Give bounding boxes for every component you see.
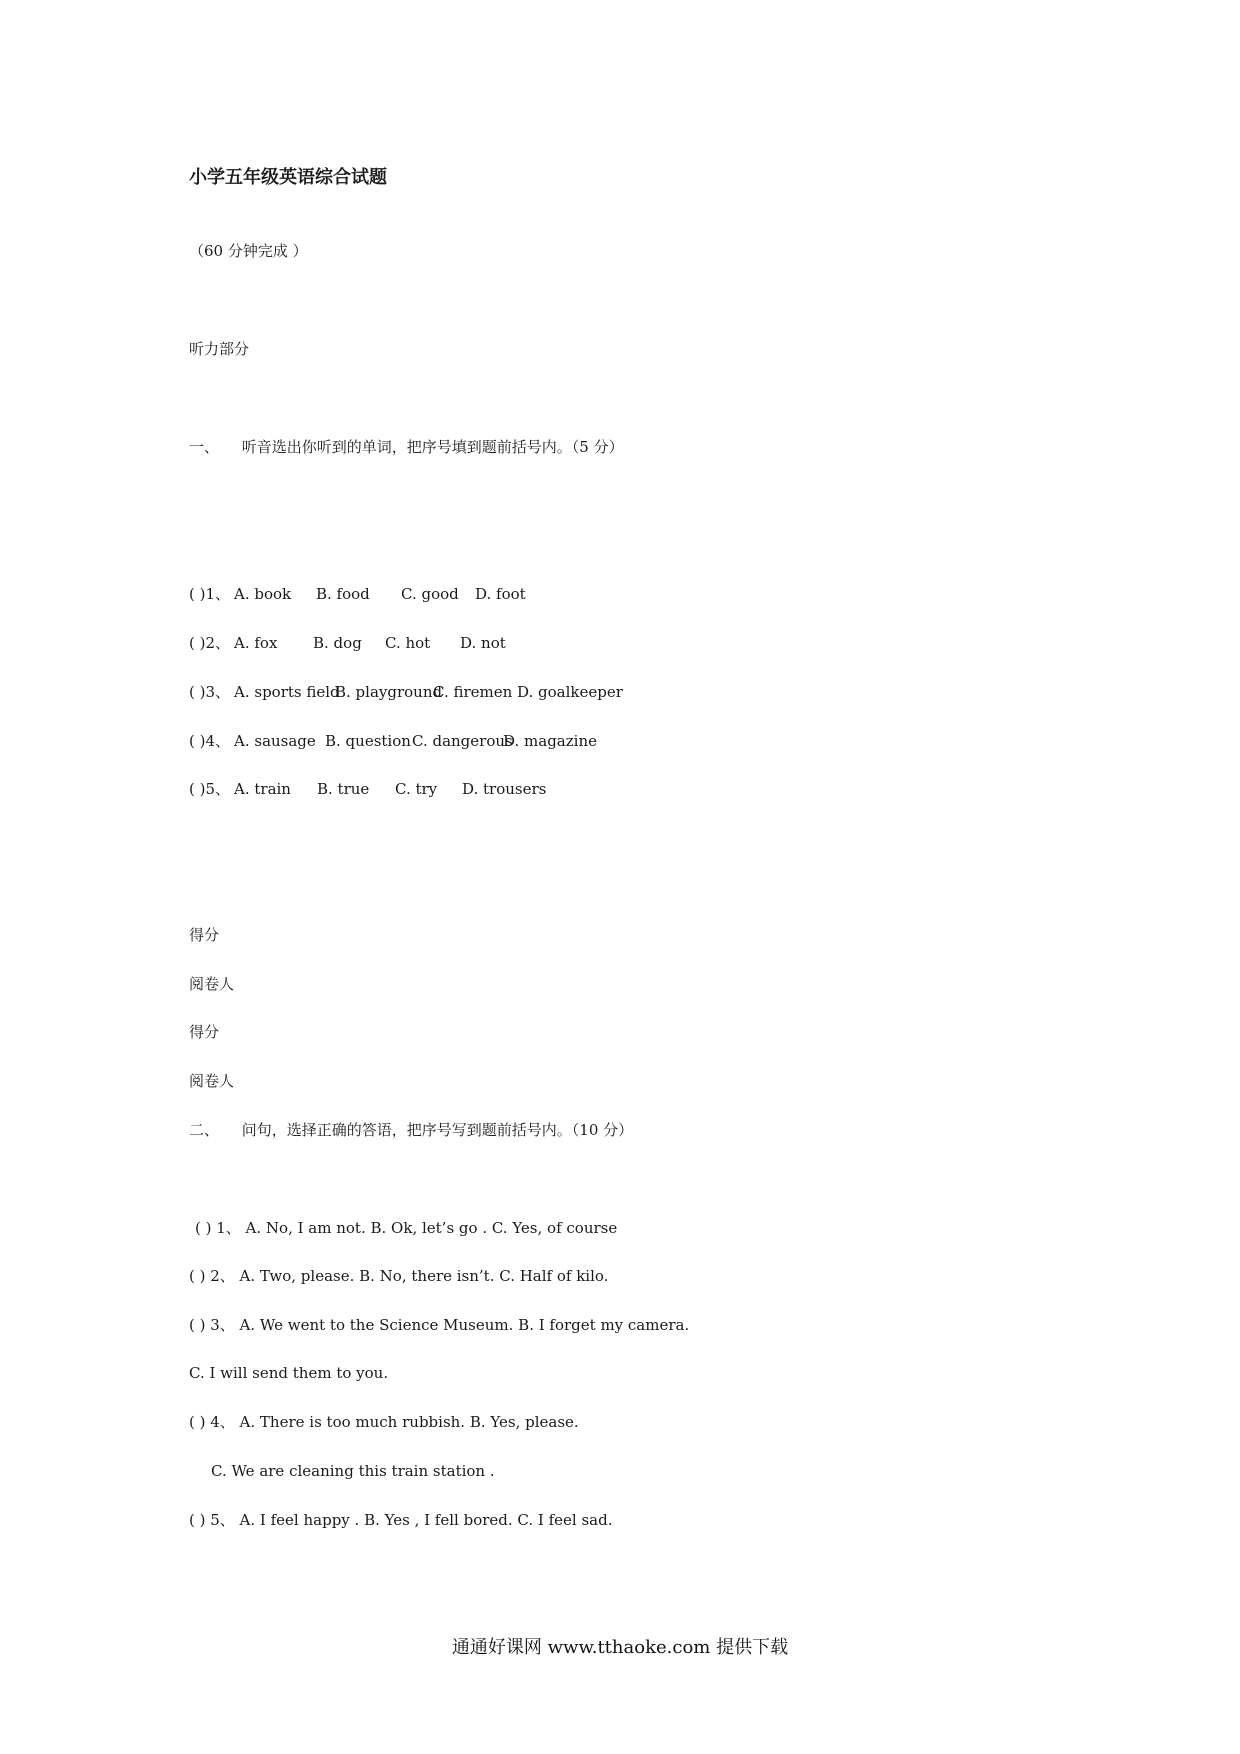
option-d: D. not [460,634,506,652]
question2-item-5: ( ) 5、 A. I feel happy . B. Yes , I fell bored. C. I feel sad. [189,1511,613,1529]
option-d: D. goalkeeper [517,683,623,701]
option-a: A. fox [234,634,278,652]
page-title: 小学五年级英语综合试题 [189,167,387,188]
option-b: B. dog [313,634,362,652]
question-item-5 [189,779,546,799]
question-prefix: ( )4、 [189,732,231,750]
question-prefix: ( )3、 [189,683,231,701]
question-prefix: ( )1、 [189,585,231,603]
score-label: 得分 [189,926,220,944]
option-c: C. firemen [433,683,513,701]
section2-instruction [189,1120,633,1140]
option-c: C. try [395,780,438,798]
option-c: C. good [401,585,459,603]
question2-item-3: ( ) 3、 A. We went to the Science Museum. B. I forget my camera. [189,1316,690,1334]
section1-instruction [189,437,624,457]
option-b: B. true [317,780,370,798]
question-prefix: ( )5、 [189,780,231,798]
question-item-1 [189,584,526,604]
option-b: B. food [316,585,370,603]
question2-item-2: ( ) 2、 A. Two, please. B. No, there isn’t. C. Half of kilo. [189,1267,609,1285]
option-b: B. playground [335,683,443,701]
question2-item-3-continued: C. I will send them to you. [189,1364,389,1382]
option-d: D. foot [475,585,526,603]
option-a: A. sausage [234,732,316,750]
option-a: A. train [234,780,291,798]
option-d: D. trousers [462,780,547,798]
grader-label: 阅卷人 [189,1072,235,1090]
option-d: D. magazine [503,732,597,750]
footer-source: 通通好课网 www.tthaoke.com 提供下载 [451,1637,789,1658]
listening-heading: 听力部分 [189,340,250,358]
question-item-3 [189,682,623,702]
question-item-2 [189,633,506,653]
question-item-4 [189,731,597,751]
section2-number: 二、 [189,1121,220,1139]
option-b: B. question [325,732,411,750]
section2-instruction-text: 问句，选择正确的答语，把序号写到题前括号内。（10 分） [241,1121,634,1139]
question2-item-1: ( ) 1、 A. No, I am not. B. Ok, let’s go . C. Yes, of course [195,1219,618,1237]
section1-number: 一、 [189,438,220,456]
score-label: 得分 [189,1023,220,1041]
option-a: A. sports field [234,683,340,701]
option-c: C. dangerous [412,732,513,750]
question-prefix: ( )2、 [189,634,231,652]
option-a: A. book [234,585,292,603]
section1-instruction-text: 听音选出你听到的单词，把序号填到题前括号内。（5 分） [241,438,624,456]
question2-item-4: ( ) 4、 A. There is too much rubbish. B. Yes, please. [189,1413,579,1431]
grader-label: 阅卷人 [189,975,235,993]
duration-note: （60 分钟完成 ） [189,242,308,260]
question2-item-4-continued: C. We are cleaning this train station . [211,1462,495,1480]
option-c: C. hot [385,634,431,652]
